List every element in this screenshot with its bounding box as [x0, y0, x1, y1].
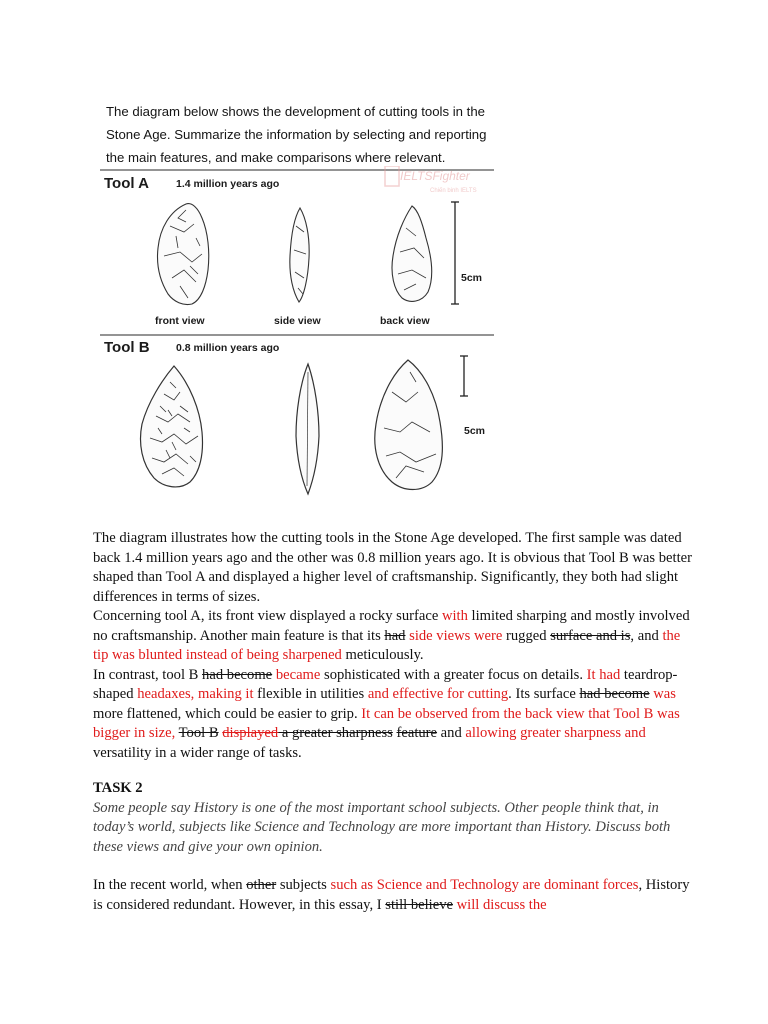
essay-paragraph-task2-intro [93, 876, 693, 915]
intro-text: The diagram illustrates how the cutting tools in the Stone Age developed. The first sample was dated back 1.4 million years ago and the other was 0.8 million years ago. It is obvious that Tool B was better shaped than Tool A and displayed a higher level of craftsmanship. Significantly, they both had slight differences in terms of sizes. [93, 530, 692, 605]
tool-a-side-label: side view [274, 315, 321, 327]
tool-a-side-view-drawing [290, 208, 309, 302]
correction-delete: had [384, 627, 406, 644]
text-run: In contrast, tool B [93, 666, 203, 683]
essay-paragraph-intro [93, 529, 693, 607]
correction-insert: headaxes, making it [137, 686, 254, 702]
correction-insert: will discuss the [456, 896, 547, 913]
prompt-line: Stone Age. Summarize the information by selecting and reporting [106, 127, 487, 142]
correction-insert: became [275, 666, 321, 683]
text-run: Concerning tool A, its front view displayed a rocky surface [93, 608, 442, 624]
text-run: versatility in a wider range of tasks. [93, 744, 302, 761]
text-run: limited sharping and mostly involved no craftsmanship. Another main feature is that its [93, 608, 690, 644]
text-run: , History is considered redundant. However, in this essay, I [93, 877, 690, 913]
essay-paragraph-tool-b [93, 666, 693, 764]
correction-delete: other [246, 877, 277, 893]
correction-delete: had become [579, 686, 650, 702]
correction-insert: It can be observed from the back view that Tool B was bigger in size, [93, 705, 680, 741]
tool-a-title: Tool A [104, 175, 149, 192]
watermark-main: IELTSFighter [400, 169, 470, 183]
watermark-sub: Chiến binh IELTS [430, 188, 477, 194]
tool-a-front-label: front view [155, 315, 205, 327]
task2-heading: TASK 2 [93, 780, 143, 796]
tool-b-age: 0.8 million years ago [176, 342, 280, 354]
correction-delete: feature [396, 725, 438, 741]
correction-insert: was [653, 686, 676, 702]
correction-insert: allowing greater sharpness and [465, 725, 646, 741]
correction-insert: and effective for cutting [367, 686, 509, 702]
tool-b-front-view-drawing [141, 366, 203, 487]
text-run: sophisticated with a greater focus on details. [320, 666, 587, 683]
tool-b-scale-bar [460, 356, 468, 396]
tool-b-side-view-drawing [296, 364, 319, 494]
text-run: . Its surface [508, 686, 580, 702]
text-run: meticulously. [341, 647, 424, 663]
tool-b-back-view-drawing [375, 360, 443, 490]
correction-insert: side views were [409, 627, 503, 644]
tool-a-scale-label: 5cm [461, 272, 483, 284]
correction-delete: had become [202, 666, 273, 683]
text-run: subjects [276, 877, 331, 893]
correction-delete: a greater sharpness [278, 725, 393, 741]
correction-delete: still believe [385, 896, 453, 913]
tool-a-age: 1.4 million years ago [176, 178, 280, 190]
tool-a-scale-bar [451, 202, 459, 304]
stone-tools-svg [100, 166, 494, 510]
tool-a-front-view-drawing [157, 204, 208, 305]
prompt-line: The diagram below shows the development of cutting tools in the [106, 104, 485, 119]
correction-delete-red: displayed [222, 725, 279, 741]
correction-insert: the tip was blunted instead of being sharpened [93, 627, 681, 663]
text-run: rugged [502, 627, 551, 644]
text-run: and [437, 725, 466, 741]
essay-body [93, 529, 693, 915]
correction-insert: It had [586, 666, 621, 683]
correction-insert: with [441, 608, 468, 624]
correction-insert: such as Science and Technology are dominant forces [330, 877, 639, 893]
tool-b-title: Tool B [104, 339, 150, 356]
task-prompt-box [106, 100, 526, 169]
paragraph-gap [93, 857, 693, 876]
tool-a-back-label: back view [380, 315, 430, 327]
text-run: flexible in utilities [253, 686, 368, 702]
prompt-line: the main features, and make comparisons where relevant. [106, 150, 446, 165]
task2-prompt: Some people say History is one of the most important school subjects. Other people think that, in today’s world, subjects like Science and Technology are more important than History. Discuss both these views and give your own opinion. [93, 799, 671, 855]
tool-a-back-view-drawing [392, 206, 432, 301]
text-run: In the recent world, when [93, 877, 247, 893]
stone-tools-diagram [100, 166, 494, 510]
text-run: , and [630, 627, 663, 644]
essay-paragraph-tool-a [93, 607, 693, 666]
correction-delete: Tool B [178, 725, 219, 741]
text-run: more flattened, which could be easier to grip. [93, 705, 362, 722]
text-run: teardrop-shaped [93, 666, 678, 702]
correction-delete: surface and is [550, 627, 631, 644]
watermark-logo [385, 166, 477, 194]
tool-b-scale-label: 5cm [464, 425, 486, 437]
